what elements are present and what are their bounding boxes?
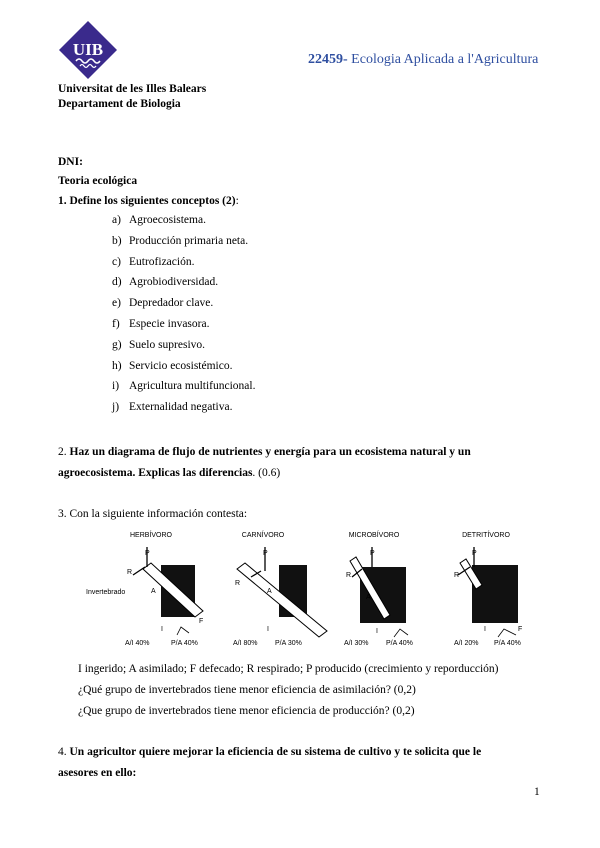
question-3b: ¿Que grupo de invertebrados tiene menor eficiencia de producción? (0,2) [78,705,415,717]
dni-label: DNI: [58,156,83,168]
page-number: 1 [534,786,540,798]
q1-suffix: : [235,195,239,207]
question-2-line2: agroecosistema. Explicas las diferencias. (0.6) [58,467,281,479]
svg-text:P: P [370,550,375,557]
svg-text:I: I [161,626,163,633]
q1-prompt: Define los siguientes conceptos (2) [69,195,236,207]
concept-list [112,213,255,421]
svg-text:A: A [366,594,371,601]
svg-text:F: F [199,618,204,625]
list-item: a) Agroecosistema. [112,214,206,226]
ai-ratio: A/I 80% [233,640,258,647]
section-title: Teoria ecológica [58,175,138,187]
logo-text: UIB [72,40,104,59]
list-item: i) Agricultura multifuncional. [112,380,256,393]
question-1 [58,194,239,209]
svg-text:R: R [127,569,133,576]
pa-ratio: P/A 40% [494,640,521,647]
group-name: DETRITÍVORO [462,532,510,539]
svg-text:I: I [267,626,269,633]
q1-number: 1. [58,195,67,207]
energy-flow-diagrams [86,527,540,652]
ai-ratio: A/I 30% [344,640,369,647]
svg-text:F: F [518,626,523,633]
institution [58,82,206,112]
university-name: Universitat de les Illes Balears [58,83,207,95]
svg-text:P: P [263,550,268,557]
invertebrate-label: Invertebrado [86,589,126,596]
question-4-line1: 4. Un agricultor quiere mejorar la eficiencia de su sistema de cultivo y te solicita que le [58,746,482,758]
list-item: g) Suelo supresivo. [112,338,206,351]
list-item: h) Servicio ecosistémico. [112,359,233,372]
svg-text:I: I [376,628,378,635]
department-name: Departament de Biologia [58,98,181,110]
course-code: 22459- [308,52,348,67]
svg-text:A: A [267,588,272,595]
diagram-carnivoro [233,530,327,647]
uib-logo [58,20,118,80]
question-3a: ¿Qué grupo de invertebrados tiene menor eficiencia de asimilación? (0,2) [78,684,416,696]
list-item: d) Agrobiodiversidad. [112,276,219,289]
group-name: MICROBÍVORO [348,532,400,539]
svg-text:R: R [346,572,352,579]
diagram-detritivoro [454,530,522,647]
svg-text:R: R [454,572,460,579]
list-item: b) Producción primaria neta. [112,234,249,247]
svg-text:P: P [472,550,477,557]
course-name: Ecologia Aplicada a l'Agricultura [347,52,539,67]
svg-text:P: P [145,550,150,557]
group-name: CARNÍVORO [241,532,285,539]
svg-text:R: R [235,580,241,587]
pa-ratio: P/A 40% [386,640,413,647]
pa-ratio: P/A 30% [275,640,302,647]
diagram-herbivoro [125,530,203,647]
list-item: f) Especie invasora. [112,317,210,330]
course-title [308,52,538,68]
ai-ratio: A/I 20% [454,640,479,647]
group-name: HERBÍVORO [129,532,173,539]
list-item: e) Depredador clave. [112,297,214,310]
question-3-intro: 3. Con la siguiente información contesta: [58,508,248,520]
list-item: j) Externalidad negativa. [112,401,233,414]
svg-text:I: I [484,626,486,633]
svg-text:A: A [151,588,156,595]
pa-ratio: P/A 40% [171,640,198,647]
ai-ratio: A/I 40% [125,640,150,647]
diagram-microbivoro [344,530,413,647]
question-4-line2: asesores en ello: [58,767,137,779]
diagram-legend: I ingerido; A asimilado; F defecado; R respirado; P producido (crecimiento y reporducción) [78,663,499,675]
question-2-line1: 2. Haz un diagrama de flujo de nutrientes y energía para un ecosistema natural y un [58,446,471,458]
list-item: c) Eutrofización. [112,255,195,268]
